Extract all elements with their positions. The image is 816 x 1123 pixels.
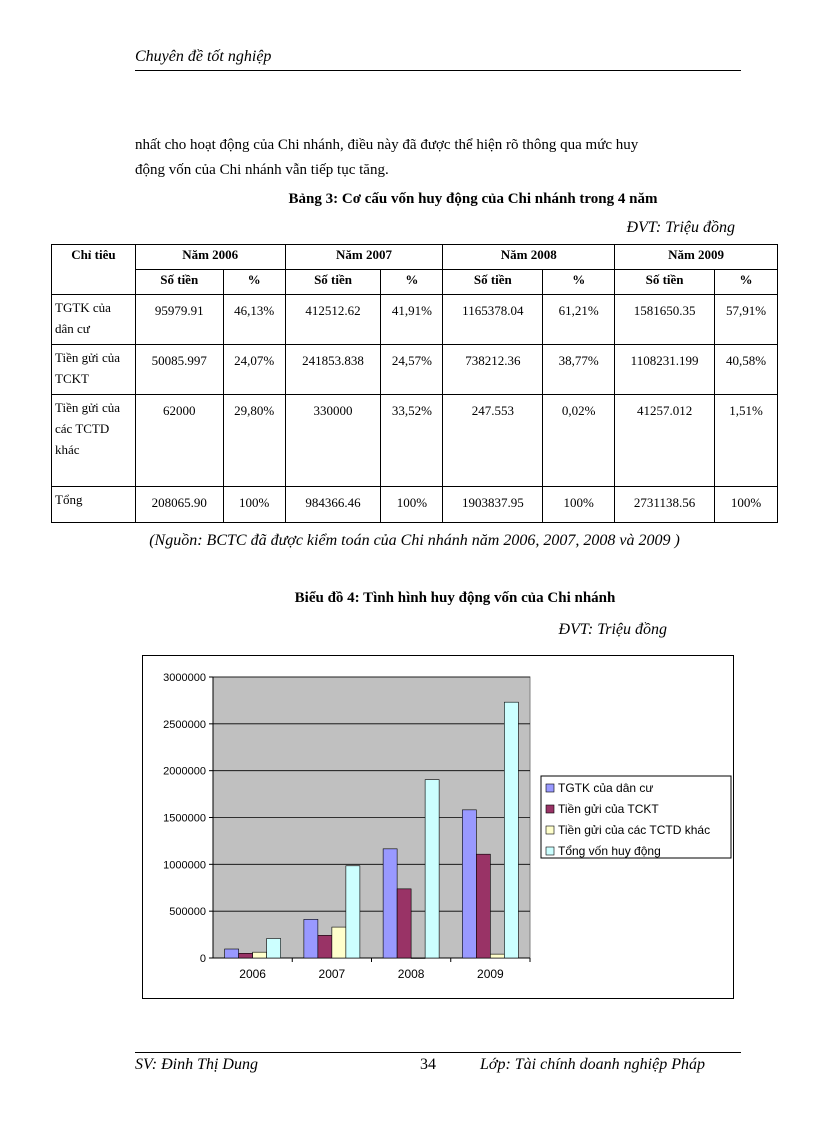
table-row <box>52 295 778 345</box>
row-label: TGTK của dân cư <box>52 295 136 345</box>
table-row <box>52 345 778 395</box>
table-subheader-row <box>52 270 778 295</box>
paragraph-line-1: nhất cho hoạt động của Chi nhánh, điều này đã được thể hiện rõ thông qua mức huy <box>135 137 639 153</box>
capital-structure-table <box>51 244 778 523</box>
bar <box>267 939 281 958</box>
legend-swatch <box>546 805 554 813</box>
table-cell: 100% <box>715 487 778 523</box>
footer-class: Lớp: Tài chính doanh nghiệp Pháp <box>480 1056 705 1073</box>
y-tick-label: 2000000 <box>163 765 206 778</box>
header-rule <box>135 70 741 71</box>
legend-label: Tiền gửi của TCKT <box>558 802 659 816</box>
row-label: Tiền gửi của TCKT <box>52 345 136 395</box>
table-cell: 2731138.56 <box>615 487 715 523</box>
col-header-2007: Năm 2007 <box>285 245 443 270</box>
legend-swatch <box>546 847 554 855</box>
table-cell: 61,21% <box>543 295 615 345</box>
table-cell: 41257.012 <box>615 395 715 487</box>
row-label: Tiền gửi của các TCTD khác <box>52 395 136 487</box>
table-cell: 1,51% <box>715 395 778 487</box>
subheader-pct: % <box>381 270 443 295</box>
table-cell: 984366.46 <box>285 487 381 523</box>
bar <box>462 810 476 958</box>
y-tick-label: 3000000 <box>163 672 206 684</box>
subheader-pct: % <box>715 270 778 295</box>
bar <box>504 702 518 958</box>
y-tick-label: 1500000 <box>163 812 206 825</box>
subheader-amount: Số tiền <box>615 270 715 295</box>
bar <box>476 854 490 958</box>
legend-label: Tổng vốn huy động <box>558 844 661 858</box>
bar <box>332 927 346 958</box>
table-cell: 33,52% <box>381 395 443 487</box>
table-cell: 24,57% <box>381 345 443 395</box>
table-row <box>52 487 778 523</box>
paragraph-line-2: động vốn của Chi nhánh vẫn tiếp tục tăng. <box>135 162 389 178</box>
x-tick-label: 2006 <box>239 967 266 981</box>
bar <box>411 958 425 959</box>
chart-container <box>142 655 734 999</box>
footer-rule <box>135 1052 741 1053</box>
table-source-note: (Nguồn: BCTC đã được kiểm toán của Chi nhánh năm 2006, 2007, 2008 và 2009 ) <box>149 532 680 549</box>
table-unit: ĐVT: Triệu đồng <box>626 219 735 236</box>
table-cell: 57,91% <box>715 295 778 345</box>
col-header-2006: Năm 2006 <box>135 245 285 270</box>
page-header: Chuyên đề tốt nghiệp <box>135 48 272 65</box>
bar <box>346 866 360 958</box>
table-cell: 41,91% <box>381 295 443 345</box>
legend-label: Tiền gửi của các TCTD khác <box>558 823 711 837</box>
table-cell: 40,58% <box>715 345 778 395</box>
table-cell: 241853.838 <box>285 345 381 395</box>
table-cell: 95979.91 <box>135 295 223 345</box>
bar <box>225 949 239 958</box>
table-cell: 100% <box>543 487 615 523</box>
table-title: Bảng 3: Cơ cấu vốn huy động của Chi nhánh trong 4 năm <box>288 191 658 207</box>
subheader-amount: Số tiền <box>443 270 543 295</box>
bar <box>304 919 318 958</box>
table-cell: 1581650.35 <box>615 295 715 345</box>
table-cell: 247.553 <box>443 395 543 487</box>
bar <box>318 935 332 958</box>
table-cell: 100% <box>223 487 285 523</box>
chart-unit: ĐVT: Triệu đồng <box>558 621 667 638</box>
body-paragraph <box>135 133 741 183</box>
page-number: 34 <box>420 1056 436 1073</box>
table-row <box>52 395 778 487</box>
row-label: Tổng <box>52 487 136 523</box>
table-cell: 738212.36 <box>443 345 543 395</box>
table-cell: 100% <box>381 487 443 523</box>
legend-swatch <box>546 826 554 834</box>
table-cell: 29,80% <box>223 395 285 487</box>
bar <box>397 889 411 958</box>
x-tick-label: 2008 <box>397 967 425 981</box>
y-tick-label: 1000000 <box>163 859 206 872</box>
y-tick-label: 0 <box>199 953 206 965</box>
table-cell: 1165378.04 <box>443 295 543 345</box>
bar <box>239 953 253 958</box>
table-cell: 50085.997 <box>135 345 223 395</box>
x-tick-label: 2009 <box>477 967 504 981</box>
legend-swatch <box>546 784 554 792</box>
subheader-amount: Số tiền <box>135 270 223 295</box>
legend-label: TGTK của dân cư <box>558 781 654 795</box>
table-cell: 0,02% <box>543 395 615 487</box>
bar <box>253 952 267 958</box>
subheader-amount: Số tiền <box>285 270 381 295</box>
col-header-indicator: Chỉ tiêu <box>52 245 136 295</box>
bar <box>383 849 397 958</box>
table-cell: 24,07% <box>223 345 285 395</box>
table-cell: 412512.62 <box>285 295 381 345</box>
footer-student: SV: Đinh Thị Dung <box>135 1056 258 1073</box>
table-cell: 38,77% <box>543 345 615 395</box>
bar <box>425 780 439 958</box>
col-header-2009: Năm 2009 <box>615 245 778 270</box>
col-header-2008: Năm 2008 <box>443 245 615 270</box>
y-tick-label: 500000 <box>169 906 206 919</box>
bar-chart <box>143 656 733 998</box>
table-header-row <box>52 245 778 270</box>
table-cell: 62000 <box>135 395 223 487</box>
bar <box>490 954 504 958</box>
y-tick-label: 2500000 <box>163 718 206 731</box>
x-tick-label: 2007 <box>318 967 346 981</box>
table-cell: 208065.90 <box>135 487 223 523</box>
table-cell: 46,13% <box>223 295 285 345</box>
table-cell: 330000 <box>285 395 381 487</box>
table-cell: 1108231.199 <box>615 345 715 395</box>
subheader-pct: % <box>543 270 615 295</box>
chart-title: Biểu đồ 4: Tình hình huy động vốn của Chi nhánh <box>294 590 616 606</box>
table-cell: 1903837.95 <box>443 487 543 523</box>
subheader-pct: % <box>223 270 285 295</box>
